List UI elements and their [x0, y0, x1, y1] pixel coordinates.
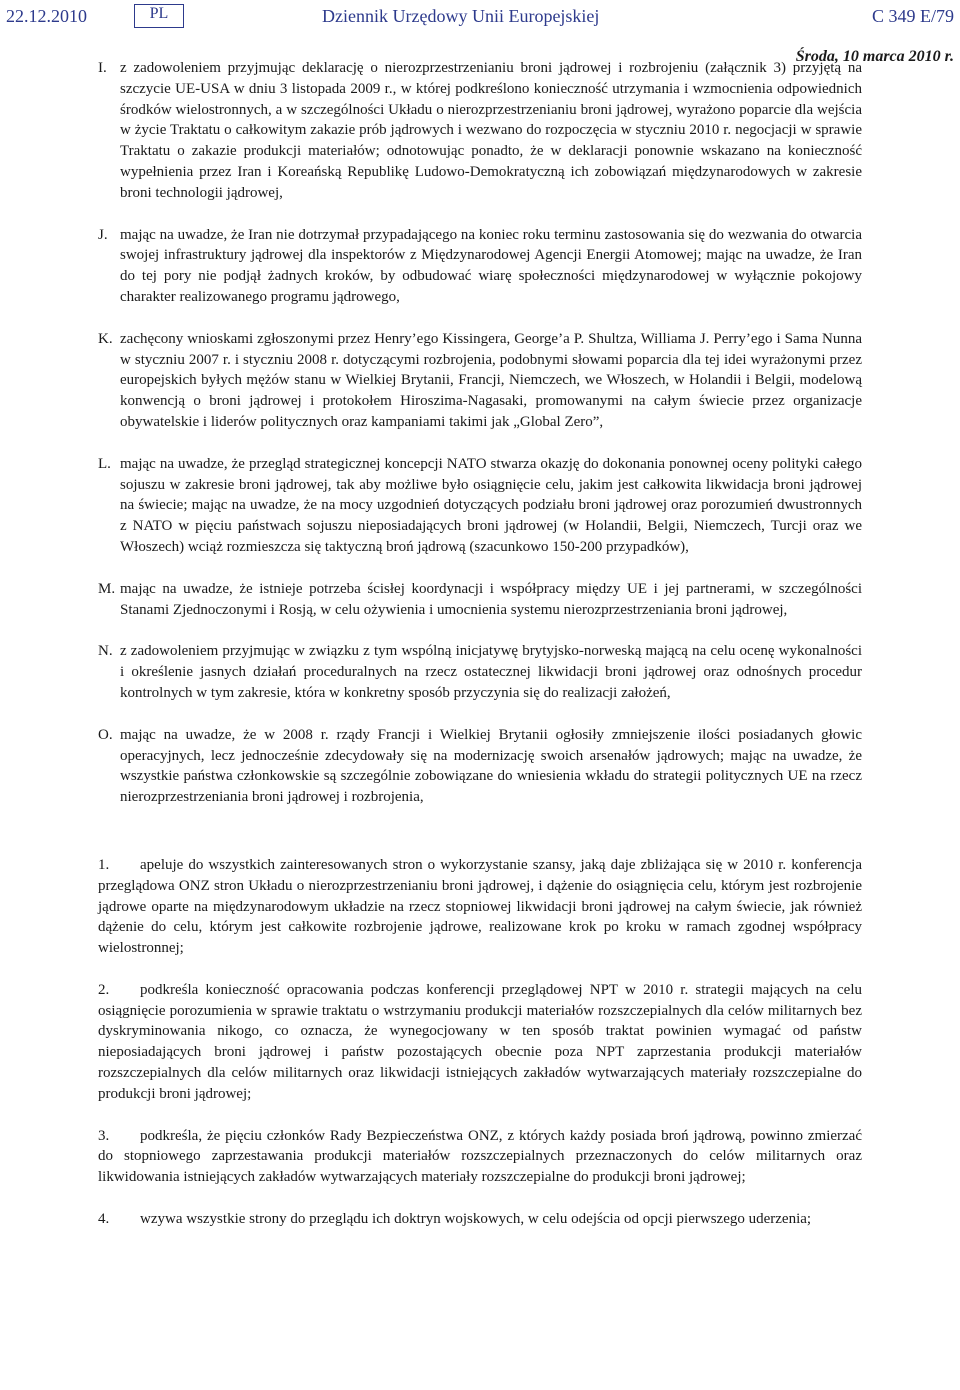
recital-item: [98, 641, 862, 703]
recital-mark: M.: [98, 580, 116, 597]
session-date: Środa, 10 marca 2010 r.: [795, 48, 954, 65]
recital-text: z zadowoleniem przyjmując w związku z tym wspólną inicjatywę brytyjsko-norweską mającą na celu ocenę wykonalności i określenie jasnych działań proceduralnych na rzecz ostatecznej likwidacji broni jądrowej oraz odnośnych procedur kontrolnych w tym zakresie, która w konkretny sposób przyczynia się do realizacji założeń,: [120, 643, 862, 701]
recital-text: mając na uwadze, że przegląd strategicznej koncepcji NATO stwarza okazję do dokonania ponownej oceny polityki całego sojuszu w zakresie broni jądrowej, tak aby możliwe było osiągnięcie celu, jakim jest całkowita likwidacja broni jądrowej na świecie; mając na uwadze, że na mocy uzgodnień dotyczących podziału broni jądrowej oraz porozumień dwustronnych z NATO w pięciu państwach sojuszu nieposiadających broni jądrowej (w Holandii, Belgii, Niemczech, Turcji oraz we Włoszech) wciąż rozmieszcza się taktyczną broń jądrową (szacunkowo 150-200 przypadków),: [120, 455, 862, 555]
recital-item: [98, 225, 862, 308]
recital-text: zachęcony wnioskami zgłoszonymi przez Henry’ego Kissingera, George’a P. Shultza, Williama J. Perry’ego i Sama Nunna w styczniu 2007 r. i styczniu 2008 r. dotyczącymi rozbrojenia, podobnymi słowami poparcia dla tej idei wyrażonymi przez europejskich byłych mężów stanu w Wielkiej Brytanii, Francji, Niemczech, we Włoszech, w Holandii i Belgii, modelową konwencją o broni jądrowej i protokołem Hiroszima-Nagasaki, promowanymi na całym świecie przez organizacje obywatelskie i liderów politycznych oraz kampaniami takimi jak „Global Zero”,: [120, 330, 862, 430]
recital-item: [98, 725, 862, 808]
recital-item: [98, 58, 862, 204]
paragraph-number: 4.: [98, 1211, 110, 1228]
paragraph-item: [98, 1126, 862, 1188]
paragraph-item: [98, 855, 862, 959]
section-gap: [98, 829, 862, 855]
recital-mark: J.: [98, 226, 108, 243]
paragraph-text: wzywa wszystkie strony do przeglądu ich doktryn wojskowych, w celu odejścia od opcji pierwszego uderzenia;: [140, 1211, 812, 1228]
journal-reference: C 349 E/79: [871, 6, 954, 26]
recital-mark: I.: [98, 60, 107, 76]
paragraph-text: podkreśla konieczność opracowania podczas konferencji przeglądowej NPT w 2010 r. strategii mających na celu osiągnięcie porozumienia w sprawie traktatu o wstrzymaniu produkcji materiałów rozszczepialnych dla celów militarnych bez dyskryminowania nikogo, co oznacza, że wynegocjowany w ten sposób traktat powinien wymagać od państw nieposiadających broni jądrowej i państw pozostających obecnie poza NPT zaprzestania produkcji materiałów rozszczepialnych dla celów militarnych oraz likwidacji istniejących zakładów wytwarzających materiały rozszczepialne do produkcji broni jądrowej;: [98, 981, 862, 1102]
paragraph-item: [98, 980, 862, 1105]
recital-item: [98, 579, 862, 621]
paragraph-number: 1.: [98, 856, 110, 873]
paragraph-text: podkreśla, że pięciu członków Rady Bezpieczeństwa ONZ, z których każdy posiada broń jądrową, powinno zmierzać do stopniowego zaprzestawania produkcji materiałów rozszczepialnych przeznaczonych do celów militarnych oraz likwidowania istniejących zakładów wytwarzających materiały rozszczepialne do produkcji broni jądrowej;: [98, 1127, 862, 1186]
paragraph-number: 2.: [98, 981, 110, 998]
paragraph-number: 3.: [98, 1127, 110, 1144]
recital-text: mając na uwadze, że w 2008 r. rządy Francji i Wielkiej Brytanii ogłosiły zmniejszenie ilości posiadanych głowic operacyjnych, lecz jednocześnie zdecydowały się na modernizację swoich arsenałów jądrowych; mając na uwadze, że wszystkie państwa członkowskie są szczególnie zobowiązane do wniesienia wkładu do strategii politycznych UE na rzecz nierozprzestrzeniania broni jądrowej i rozbrojenia,: [120, 726, 862, 806]
recital-text: z zadowoleniem przyjmując deklarację o nierozprzestrzenianiu broni jądrowej i rozbrojeniu (załącznik 3) przyjętą na szczycie UE-USA w dniu 3 listopada 2009 r., w której podkreślono konieczność utrzymania i wzmocnienia odpowiednich środków wielostronnych, a w szczególności Układu o nierozprzestrzenianiu broni jądrowej, wyrażono poparcie dla wejścia w życie Traktatu o całkowitym zakazie prób jądrowych i wezwano do rozpoczęcia w styczniu 2010 r. negocjacji w sprawie Traktatu o zakazie produkcji materiałów; odnotowując ponadto, że w deklaracji ponownie wskazano na konieczność wypełnienia przez Iran i Koreańską Republikę Ludowo-Demokratyczną ich zobowiązań międzynarodowych w zakresie broni technologii jądrowej,: [120, 60, 862, 201]
recital-text: mając na uwadze, że Iran nie dotrzymał przypadającego na koniec roku terminu zastosowania się do wezwania do otwarcia swojej infrastruktury jądrowej dla inspektorów z Międzynarodowej Agencji Energii Atomowej; mając na uwadze, że Iran do tej pory nie podjął żadnych kroków, by odbudować wiarę społeczności międzynarodowej w wyłącznie pokojowy charakter realizowanego programu jądrowego,: [120, 226, 862, 305]
recital-item: [98, 454, 862, 558]
language-badge: PL: [134, 4, 184, 28]
recital-mark: N.: [98, 643, 113, 660]
recital-mark: L.: [98, 455, 111, 472]
journal-title: Dziennik Urzędowy Unii Europejskiej: [322, 6, 600, 26]
recital-mark: K.: [98, 330, 113, 347]
page-header: [0, 6, 960, 32]
paragraph-text: apeluje do wszystkich zainteresowanych stron o wykorzystanie szansy, jaką daje zbliżająca się w 2010 r. konferencja przeglądowa ONZ stron Układu o nierozprzestrzenianiu broni jądrowej, i dążenie do osiągnięcia celu, którym jest rozbrojenie jądrowe oparte na międzynarodowym układzie na rzecz stopniowej likwidacji broni jądrowej na całym świecie, jak również dążenie do celu, którym jest całkowite rozbrojenie jądrowe, realizowane krok po kroku w ramach zgodnej współpracy wielostronnej;: [98, 856, 862, 957]
recital-item: [98, 329, 862, 433]
recital-text: mając na uwadze, że istnieje potrzeba ścisłej koordynacji i współpracy między UE i jej partnerami, w szczególności Stanami Zjednoczonymi i Rosją, w celu ożywienia i umocnienia systemu nierozprzestrzeniania broni jądrowej,: [120, 580, 862, 618]
document-body: [98, 58, 862, 1251]
publication-date: 22.12.2010: [6, 6, 87, 26]
paragraph-item: [98, 1209, 862, 1230]
recital-mark: O.: [98, 726, 113, 743]
